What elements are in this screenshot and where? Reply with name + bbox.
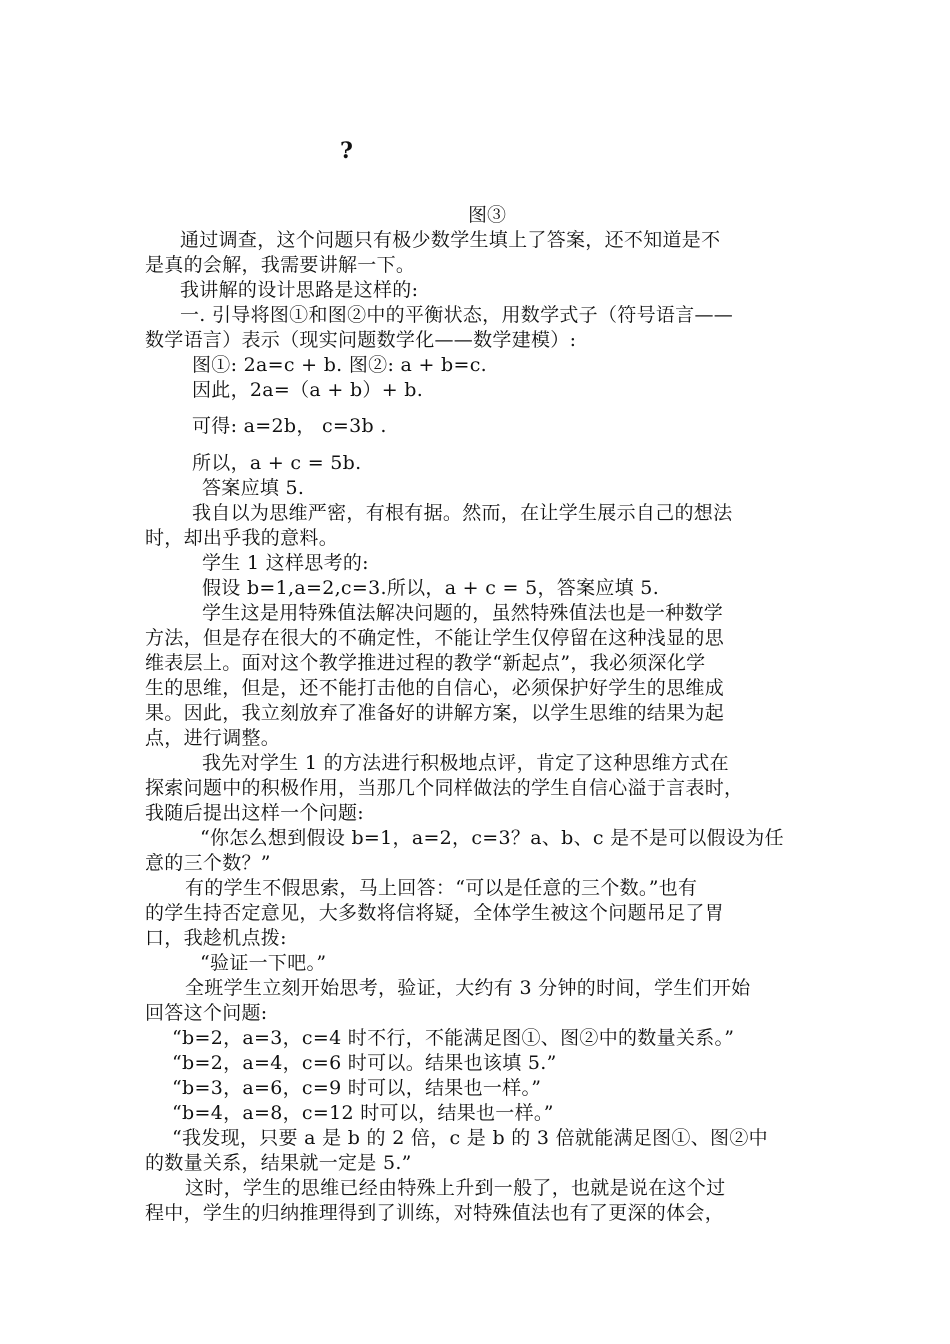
text-line: 点，进行调整。 bbox=[145, 727, 281, 749]
text-line: 维表层上。面对这个教学推进过程的教学“新起点”，我必须深化学 bbox=[145, 652, 706, 674]
text-line: 假设 b=1,a=2,c=3.所以，a + c = 5，答案应填 5. bbox=[202, 577, 660, 599]
text-line: 我随后提出这样一个问题: bbox=[145, 802, 365, 824]
text-line: 时，却出乎我的意料。 bbox=[145, 527, 339, 549]
text-line: 我先对学生 1 的方法进行积极地点评，肯定了这种思维方式在 bbox=[202, 752, 729, 774]
text-line: 可得: a=2b， c=3b . bbox=[192, 415, 387, 437]
text-line: 意的三个数？” bbox=[145, 852, 271, 874]
text-line: 图①: 2a=c + b. 图②: a + b=c. bbox=[192, 354, 487, 376]
figure-question-mark: ? bbox=[340, 138, 353, 164]
text-line: 我自以为思维严密，有根有据。然而，在让学生展示自己的想法 bbox=[192, 502, 733, 524]
figure-caption: 图③ bbox=[468, 204, 507, 226]
text-line: “b=2，a=3，c=4 时不行，不能满足图①、图②中的数量关系。” bbox=[172, 1027, 735, 1049]
text-line: 答案应填 5. bbox=[202, 477, 305, 499]
text-line: “b=2，a=4，c=6 时可以。结果也该填 5.” bbox=[172, 1052, 557, 1074]
text-line: 方法，但是存在很大的不确定性，不能让学生仅停留在这种浅显的思 bbox=[145, 627, 725, 649]
text-line: 的数量关系，结果就一定是 5.” bbox=[145, 1152, 412, 1174]
text-line: 数学语言）表示（现实问题数学化——数学建模）: bbox=[145, 329, 577, 351]
text-line: 我讲解的设计思路是这样的: bbox=[180, 279, 419, 301]
text-line: 全班学生立刻开始思考，验证，大约有 3 分钟的时间，学生们开始 bbox=[185, 977, 751, 999]
text-line: 这时，学生的思维已经由特殊上升到一般了，也就是说在这个过 bbox=[185, 1177, 726, 1199]
text-line: 是真的会解，我需要讲解一下。 bbox=[145, 254, 416, 276]
text-line: 所以，a + c = 5b. bbox=[192, 452, 362, 474]
text-line: 回答这个问题: bbox=[145, 1002, 268, 1024]
text-line: 一. 引导将图①和图②中的平衡状态，用数学式子（符号语言—— bbox=[180, 304, 734, 326]
text-line: “b=4，a=8，c=12 时可以，结果也一样。” bbox=[172, 1102, 554, 1124]
text-line: 的学生持否定意见，大多数将信将疑，全体学生被这个问题吊足了胃 bbox=[145, 902, 725, 924]
text-line: 探索问题中的积极作用，当那几个同样做法的学生自信心溢于言表时， bbox=[145, 777, 744, 799]
text-line: 有的学生不假思索，马上回答：“可以是任意的三个数。”也有 bbox=[185, 877, 698, 899]
text-line: 程中，学生的归纳推理得到了训练，对特殊值法也有了更深的体会， bbox=[145, 1202, 725, 1224]
text-line: 通过调查，这个问题只有极少数学生填上了答案，还不知道是不 bbox=[180, 229, 721, 251]
text-line: 果。因此，我立刻放弃了准备好的讲解方案，以学生思维的结果为起 bbox=[145, 702, 725, 724]
text-line: “b=3，a=6，c=9 时可以，结果也一样。” bbox=[172, 1077, 542, 1099]
text-line: “验证一下吧。” bbox=[200, 952, 327, 974]
text-line: 口，我趁机点拨: bbox=[145, 927, 287, 949]
text-line: 因此，2a=（a + b）+ b. bbox=[192, 379, 424, 401]
text-line: 学生这是用特殊值法解决问题的，虽然特殊值法也是一种数学 bbox=[202, 602, 724, 624]
text-line: 学生 1 这样思考的: bbox=[202, 552, 369, 574]
text-line: 生的思维，但是，还不能打击他的自信心，必须保护好学生的思维成 bbox=[145, 677, 725, 699]
text-line: “我发现，只要 a 是 b 的 2 倍，c 是 b 的 3 倍就能满足图①、图②中 bbox=[172, 1127, 768, 1149]
text-line: “你怎么想到假设 b=1，a=2，c=3？a、b、c 是不是可以假设为任 bbox=[200, 827, 784, 849]
